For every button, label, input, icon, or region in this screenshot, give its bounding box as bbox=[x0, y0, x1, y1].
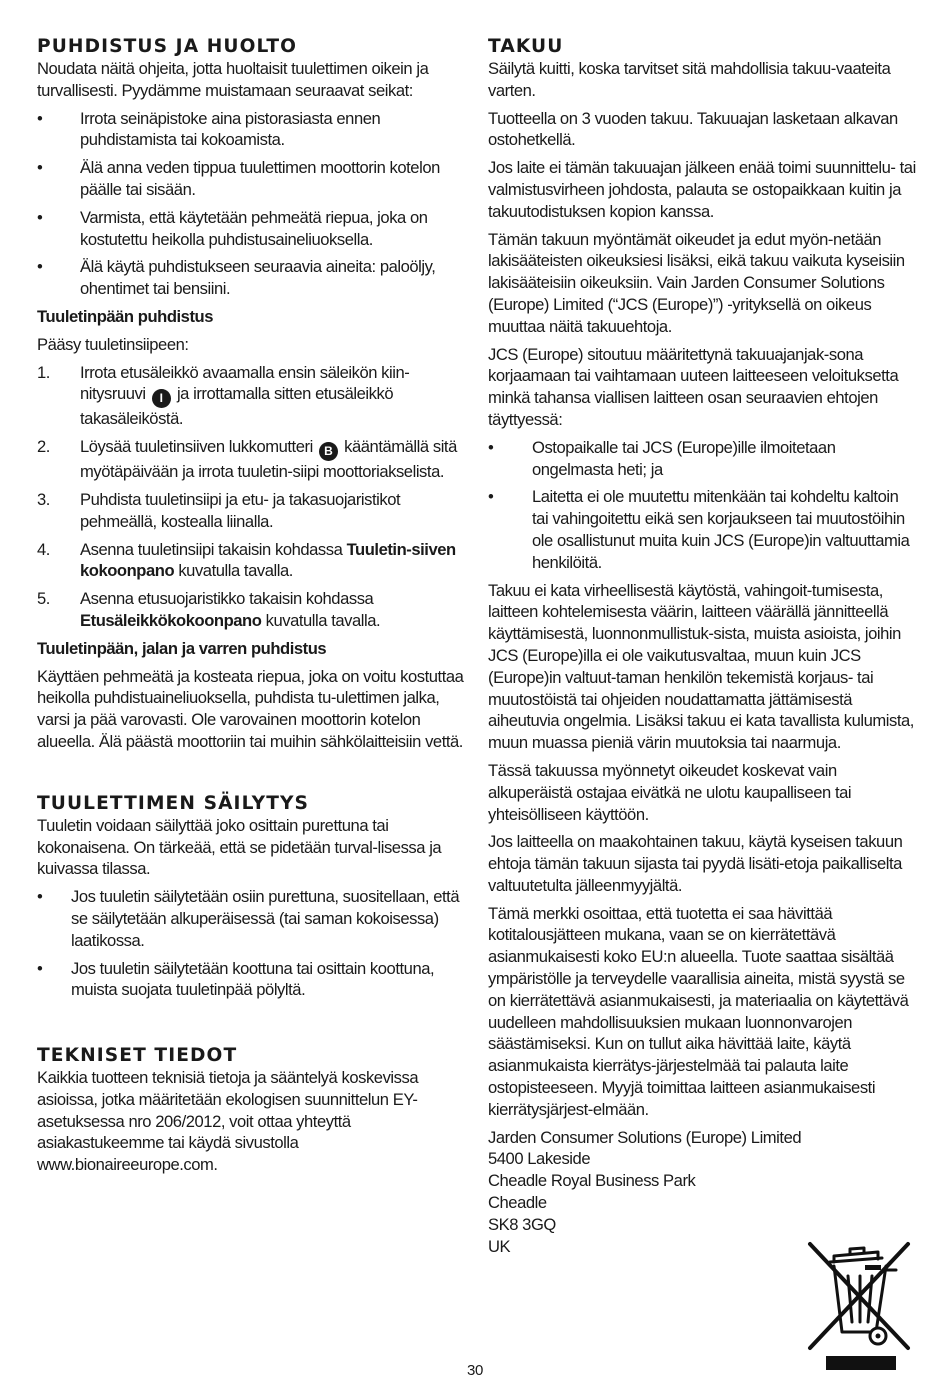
technical-text: Kaikkia tuotteen teknisiä tietoja ja sääntelyä koskevissa asioissa, jotka määritetään ekologisen suunnittelun EY-asetuksessa nro 206/2012, voit ottaa yhteyttä asiakastukeemme tai käydä sivustolla www.bionaireeurope.com. bbox=[37, 1068, 419, 1175]
list-item: • Älä anna veden tippua tuulettimen moottorin kotelon päälle tai sisään. bbox=[37, 158, 440, 199]
step-item: 3. Puhdista tuuletinsiipi ja etu- ja takasuojaristikot pehmeällä, kostealla liinalla. bbox=[37, 489, 401, 531]
warranty-p4: Tämän takuun myöntämät oikeudet ja edut myön-netään lakisääteisten oikeuksiesi lisäksi, eikä takuu vaikuta kyseisiin lakisääteisiin oikeuksiin. Vain Jarden Consumer Solutions (Europe) Limited (“JCS (Europe)”) -yrityksellä on oikeus muuttaa näitä takuuehtoja. bbox=[488, 229, 905, 336]
list-item: • Irrota seinäpistoke aina pistorasiasta ennen puhdistamista tai kokoamista. bbox=[37, 108, 381, 150]
address-line: Cheadle bbox=[488, 1193, 547, 1213]
head-base-stem-text: Käyttäen pehmeätä ja kosteata riepua, joka on voitu kostuttaa heikolla puhdistuaineliuoksella, puhdista tu-ulettimen jalka, varsi ja pää varovasti. Ole varovainen moottorin kotelon alueella. Älä päästä moottoriin tai muihin sähkölaitteisiin vettä. bbox=[37, 666, 464, 751]
list-item: • Laitetta ei ole muutettu mitenkään tai kohdeltu kaltoin tai vahingoitettu eikä sen korjaukseen tai muutostöihin ole osallistunut muita kuin JCS (Europe)in valtuuttamia henkilöitä. bbox=[488, 487, 910, 572]
page-number: 30 bbox=[466, 1362, 484, 1379]
warranty-p2: Tuotteella on 3 vuoden takuu. Takuuajan lasketaan alkavan ostohetkellä. bbox=[488, 108, 898, 150]
list-item: • Jos tuuletin säilytetään osiin purettuna, suositellaan, että se säilytetään alkuperäisessä (tai saman kokoisessa) laatikossa. bbox=[37, 887, 460, 950]
cleaning-bullets bbox=[37, 108, 465, 300]
warranty-p9: Tämä merkki osoittaa, että tuotetta ei saa hävittää kotitalousjätteen mukana, vaan se on kierrätettävä asianmukaisesti koko EU:n alueella. Tuote saattaa sisältää ympäristölle ja terveydelle vaarallisia aineita, mistä syystä se on kierrätettävä asianmukaisesti, ja materiaalia on käytettävä uudelleen mahdollisuuksien mukaan luonnonvarojen säästämiseksi. Kun on tullut aika hävittää laite, käytä asianmukaista kierrätys-järjestelmää tai palauta laite ostopisteeseen. Myyjä toimittaa laitteen asianmukaisesti kierrätysjärjest-elmään. bbox=[488, 903, 909, 1119]
part-i-icon: I bbox=[152, 389, 171, 408]
fan-blade-access: Pääsy tuuletinsiipeen: bbox=[37, 334, 189, 354]
part-b-icon: B bbox=[319, 442, 338, 461]
step-item: 4. Asenna tuuletinsiipi takaisin kohdassa Tuuletin-siiven kokoonpano kuvatulla tavalla. bbox=[37, 539, 456, 581]
cleaning-intro: Noudata näitä ohjeita, jotta huoltaisit tuulettimen oikein ja turvallisesti. Pyydämme muistamaan seuraavat seikat: bbox=[37, 59, 429, 100]
list-item: • Jos tuuletin säilytetään koottuna tai osittain koottuna, muista suojata tuuletinpää pölyltä. bbox=[37, 958, 435, 1000]
subheading-head-base-stem: Tuuletinpään, jalan ja varren puhdistus bbox=[37, 638, 327, 658]
address-line: 5400 Lakeside bbox=[488, 1149, 591, 1169]
section-title-technical: TEKNISET TIEDOT bbox=[37, 1045, 238, 1067]
address-line: Jarden Consumer Solutions (Europe) Limited bbox=[488, 1127, 802, 1147]
address-line: SK8 3GQ bbox=[488, 1214, 556, 1234]
warranty-p6: Takuu ei kata virheellisestä käytöstä, vahingoit-tumisesta, laitteen kohtelemisesta väärin, laitteen väärällä jännitteellä käyttämisestä, luonnonmullistuk-sista, muista asioista, joihin JCS (Europe)illa ei ole vaikutusvaltaa, muun kuin JCS (Europe)in valtuut-taman henkilön tekemistä korjaus- tai muutostöistä tai ohjeiden noudattamatta jättämisestä aiheutuvia ongelmia. Lisäksi takuu ei kata tavallista kulumista, muun muassa pieniä värin muutoksia tai naarmuja. bbox=[488, 580, 914, 753]
address-line: UK bbox=[488, 1236, 511, 1256]
subheading-fan-head-cleaning: Tuuletinpään puhdistus bbox=[37, 306, 214, 326]
warranty-p5: JCS (Europe) sitoutuu määritettynä takuuajanjak-sona korjaamaan tai vaihtamaan uuteen laitteeseen veloituksetta minkä tahansa viallisen laitteen osan seuraavien ehtojen täyttyessä: bbox=[488, 344, 899, 429]
step-item: 2. Löysää tuuletinsiiven lukkomutteri B kääntämällä sitä myötäpäivään ja irrota tuuletin-siipi moottoriakselista. bbox=[37, 437, 457, 482]
crossed-out-wheelie-bin-icon bbox=[804, 1236, 916, 1372]
left-column bbox=[37, 36, 465, 1176]
warranty-p1: Säilytä kuitti, koska tarvitset sitä mahdollisia takuu-vaateita varten. bbox=[488, 59, 891, 100]
warranty-p3: Jos laite ei tämän takuuajan jälkeen enää toimi suunnittelu- tai valmistusvirheen johdosta, palauta se ostopaikkaan kuitin ja takuutodistuksen kopion kanssa. bbox=[488, 158, 916, 221]
warranty-bullets bbox=[488, 437, 918, 574]
section-title-cleaning: PUHDISTUS JA HUOLTO bbox=[37, 36, 298, 57]
storage-intro: Tuuletin voidaan säilyttää joko osittain purettuna tai kokonaisena. On tärkeää, että se pidetään turval-lisessa ja kuivassa tilassa. bbox=[37, 815, 442, 879]
address-line: Cheadle Royal Business Park bbox=[488, 1171, 696, 1191]
section-title-warranty: TAKUU bbox=[488, 36, 564, 57]
cleaning-steps bbox=[37, 362, 465, 632]
section-title-storage: TUULETTIMEN SÄILYTYS bbox=[37, 792, 310, 814]
list-item: • Älä käytä puhdistukseen seuraavia aineita: palоöljy, ohentimet tai bensiini. bbox=[37, 257, 436, 299]
warranty-p8: Jos laitteella on maakohtainen takuu, käytä kyseisen takuun ehtoja tämän takuun sijasta tai pyydä lisäti-etoja paikalliselta valtuutetulta jälleenmyyjältä. bbox=[488, 832, 903, 895]
step-item: 5. Asenna etusuojaristikko takaisin kohdassa Etusäleikkökokoonpano kuvatulla tavalla. bbox=[37, 589, 381, 630]
list-item: • Varmista, että käytetään pehmeätä riepua, joka on kostutettu heikolla puhdistusaineliuoksella. bbox=[37, 207, 428, 249]
right-column bbox=[488, 36, 918, 1257]
warranty-p7: Tässä takuussa myönnetyt oikeudet koskevat vain alkuperäistä ostajaa eivätkä ne ulotu kaupalliseen tai yhteisölliseen käyttöön. bbox=[488, 760, 852, 824]
step-item: 1. Irrota etusäleikkö avaamalla ensin säleikön kiin-nitysruuvi I ja irrottamalla sitten etusäleikkö takasäleiköstä. bbox=[37, 362, 410, 429]
storage-bullets bbox=[37, 886, 465, 1001]
list-item: • Ostopaikalle tai JCS (Europe)ille ilmoitetaan ongelmasta heti; ja bbox=[488, 437, 836, 479]
